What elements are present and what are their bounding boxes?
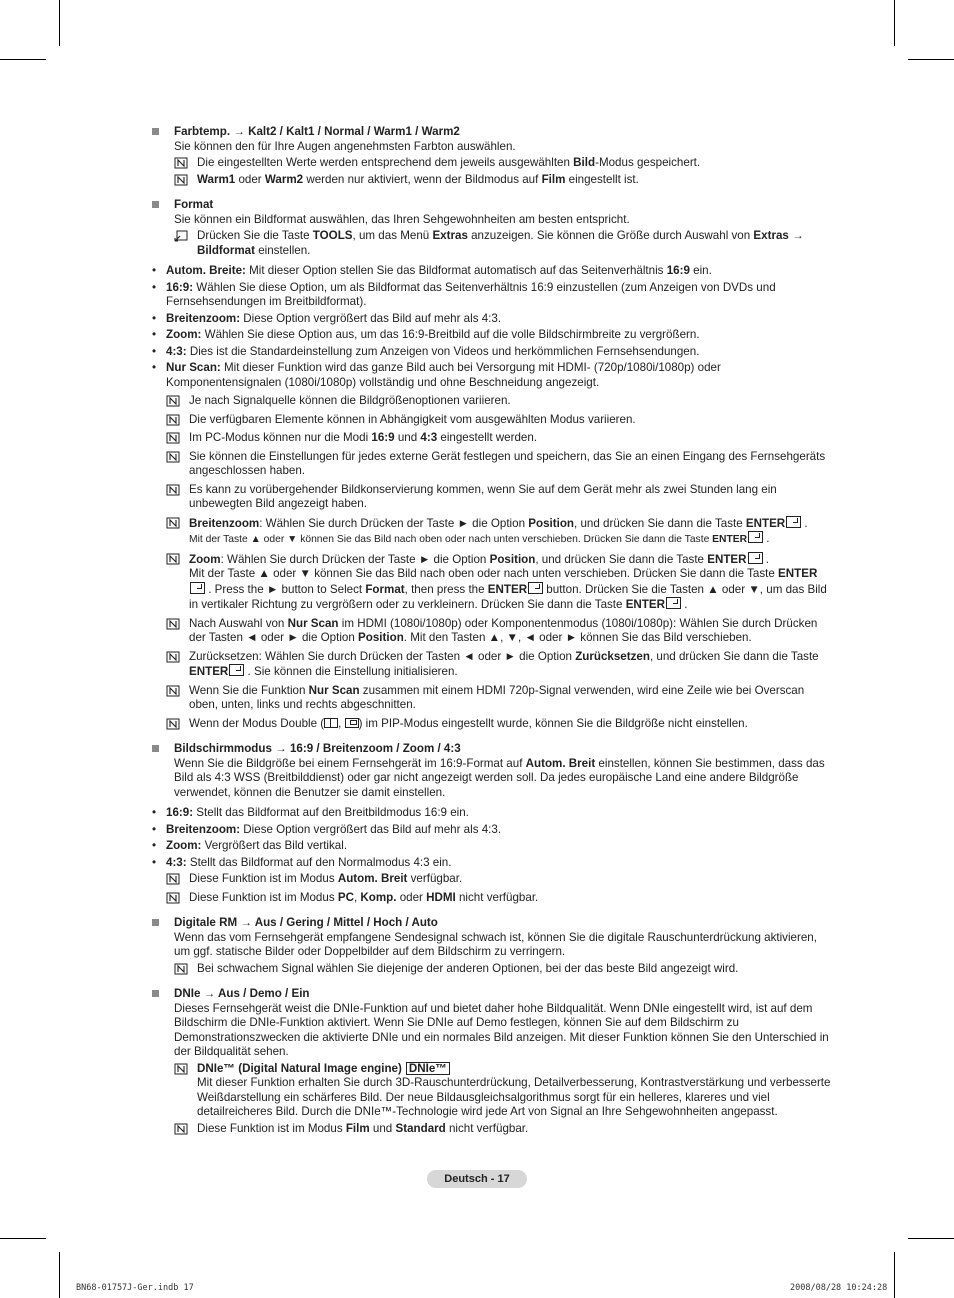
bildschirm-option-list (152, 806, 832, 905)
section-title: Format (174, 198, 214, 211)
note-text-bold: Film (345, 1121, 370, 1135)
note-text: Mit dieser Funktion erhalten Sie durch 3D-Rauschunterdrückung, Detailverbesserung, Kontrastverstärkung und verbesserte Weißdarstellung ein schärferes Bild. Der neue Bildausgleichsalgorithmus sorgt für ein helleres, klareres und viel detailreicheres Bild. Durch die DNIe™-Technologie wird jede Art von Signal an Ihre Sehgewohnheiten angepasst. (197, 1076, 831, 1118)
item-text: Stellt das Bildformat auf den Normalmodus 4:3 ein. (186, 855, 452, 869)
note-text-bold: Warm1 (197, 172, 236, 186)
item-label: Zoom: (166, 839, 202, 852)
note-text-bold: Autom. Breit (337, 872, 408, 885)
list-item: • Zoom: Wählen Sie diese Option aus, um das 16:9-Breitbild auf die volle Bildschirmbreite zu vergrößern. (152, 328, 700, 341)
note-text-bold: ENTER (625, 598, 665, 611)
note-text: : Wählen Sie durch Drücken der Taste ► die Option (220, 552, 490, 566)
note-text: Diese Funktion ist im Modus (197, 1121, 346, 1135)
crop-mark (0, 1238, 46, 1239)
note-text-bold: Komp. (360, 890, 397, 904)
note-icon (174, 174, 188, 186)
note-icon (166, 651, 180, 663)
imprint-file: BN68-01757J-Ger.indb 17 (76, 1283, 194, 1293)
note (166, 650, 832, 680)
item-label: Zoom: (166, 328, 202, 341)
note-text-bold: ENTER (707, 552, 747, 566)
list-item: • Autom. Breite: Mit dieser Option stellen Sie das Bildformat automatisch auf das Seitenverhältnis 16:9 ein. (152, 264, 712, 277)
crop-mark (908, 59, 954, 60)
note (166, 483, 832, 512)
note-text-bold: Format (365, 582, 405, 596)
imprint-date: 2008/08/28 10:24:28 (790, 1283, 888, 1293)
note-text-bold: Nur Scan (287, 616, 339, 630)
note-text: im HDMI (1080i/1080p) oder Komponentenmodus (1080i/1080p): Wählen Sie durch Drücken der Tasten ◄ oder ► die Option (189, 616, 818, 644)
note-text-bold: Breitenzoom (189, 516, 260, 530)
desc-text: Wenn Sie die Bildgröße bei einem Fernsehgerät im 16:9-Format auf (174, 756, 526, 770)
note-icon (166, 395, 180, 407)
note-icon (174, 1063, 188, 1075)
note-icon (166, 414, 180, 426)
note-text: , um das Menü (352, 229, 433, 242)
note (166, 413, 832, 428)
enter-icon (786, 516, 801, 528)
note-text: . (681, 598, 688, 611)
note-text: Wenn Sie die Funktion (189, 683, 309, 697)
note-text: Sie können die Einstellungen für jedes externe Gerät festlegen und speichern, das Sie an einen Eingang des Fernsehgeräts angeschlossen haben. (189, 449, 826, 477)
note-text: , (338, 716, 345, 730)
section-description: Dieses Fernsehgerät weist die DNIe-Funktion auf und bietet daher hohe Bildqualität. Wenn DNIe eingestellt wird, ist auf dem Bildschirm die DNIe-Funktion aktiviert. Wenn Sie DNIe auf Demo festlegen, können Sie auf dem Bildschirm zu Demonstrationszwecken die aktivierte DNIe und ein normales Bild anzeigen. Mit dieser Funktion können Sie den Unterschied in der Bildqualität sehen. (174, 1001, 829, 1058)
note-text-bold: Position (489, 552, 536, 566)
note-text-bold: TOOLS (312, 229, 353, 242)
note-text-bold: Position (358, 631, 404, 644)
note-text: Die verfügbaren Elemente können in Abhängigkeit vom ausgewählten Modus variieren. (189, 412, 636, 426)
section-description: Sie können ein Bildformat auswählen, das Ihren Sehgewohnheiten am besten entspricht. (174, 212, 630, 226)
note-text: verfügbar. (407, 872, 463, 885)
note-text: Zurücksetzen: Wählen Sie durch Drücken der Tasten ◄ oder ► die Option (189, 649, 576, 663)
enter-icon (748, 531, 763, 543)
item-label: 4:3: (166, 344, 187, 358)
section-dnie (152, 987, 832, 1136)
note-text-bold: ENTER (189, 665, 229, 678)
note-text-bold: HDMI (426, 890, 456, 904)
tools-icon (174, 230, 188, 242)
note-text-bold: Film (541, 172, 566, 186)
item-label: 4:3: (166, 855, 187, 869)
note-text-bold: 4:3 (420, 431, 438, 444)
crop-mark (0, 59, 46, 60)
note (166, 684, 832, 713)
item-text: Stellt das Bildformat auf den Breitbildmodus 16:9 ein. (193, 806, 469, 819)
note-text: Diese Funktion ist im Modus (189, 872, 338, 885)
dnie-logo: DNIe™ (406, 1062, 450, 1075)
note-icon (166, 685, 180, 697)
section-digitale-rm (152, 916, 832, 976)
note-text-bold: Zoom (189, 552, 221, 566)
desc-text-bold: Autom. Breit (525, 756, 596, 770)
pip-mode-icon (345, 718, 359, 728)
note (166, 394, 832, 409)
note-text: eingestellt werden. (437, 431, 538, 444)
item-label: 16:9: (166, 806, 194, 819)
item-text: Mit dieser Option stellen Sie das Bildformat automatisch auf das Seitenverhältnis (245, 264, 667, 277)
crop-mark (894, 0, 895, 46)
section-title: Farbtemp. → Kalt2 / Kalt1 / Normal / Warm1 / Warm2 (174, 125, 460, 138)
note-text: nicht verfügbar. (445, 1121, 529, 1135)
section-description: Sie können den für Ihre Augen angenehmsten Farbton auswählen. (174, 139, 516, 153)
note-text: und (369, 1121, 396, 1135)
note-text-bold: PC (337, 890, 354, 904)
note-text: und (394, 431, 421, 444)
note-text: Es kann zu vorübergehender Bildkonservierung kommen, wenn Sie auf dem Gerät mehr als zwei Stunden lang ein unbewegten Bild angezeigt haben. (189, 482, 777, 510)
item-text: Diese Option vergrößert das Bild auf mehr als 4:3. (240, 311, 502, 325)
tools-note (174, 229, 832, 258)
note-icon (166, 451, 180, 463)
note (174, 1062, 832, 1120)
section-title: Bildschirmmodus → 16:9 / Breitenzoom / Zoom / 4:3 (174, 742, 461, 755)
note-text: ) im PIP-Modus eingestellt wurde, können Sie die Bildgröße nicht einstellen. (358, 716, 748, 730)
note-text: oder (235, 172, 265, 186)
note-text: Diese Funktion ist im Modus (189, 890, 338, 904)
note (174, 156, 832, 171)
section-title: DNIe → Aus / Demo / Ein (174, 987, 310, 1000)
note-text-bold: Extras (432, 229, 468, 242)
manual-content (152, 125, 832, 1136)
list-item: • 4:3: Stellt das Bildformat auf den Normalmodus 4:3 ein. (152, 855, 452, 869)
format-notes (152, 394, 832, 731)
note-text: , und drücken Sie dann die Taste (649, 649, 819, 663)
note-text-bold: Standard (395, 1121, 446, 1135)
note-text: , und drücken Sie dann die Taste (574, 516, 746, 530)
note-text: Mit der Taste ▲ oder ▼ können Sie das Bild nach oben oder nach unten verschieben. Drücken Sie dann die Taste (189, 567, 779, 580)
note-icon (166, 432, 180, 444)
desc-text: einstellen, können Sie bestimmen, dass das Bild als 4:3 WSS (Breitbilddienst) oder gar nicht angezeigt werden soll. Da jedes europäische Land eine andere Bildgröße verwendet, können die Benutzer sie damit einstellen. (174, 756, 825, 799)
note-text-bold: ENTER (778, 567, 818, 580)
note-text-bold: Warm2 (264, 172, 304, 186)
note-text: , then press the (404, 582, 488, 596)
note (174, 962, 832, 977)
note-icon (166, 517, 180, 529)
list-item: • 4:3: Dies ist die Standardeinstellung zum Anzeigen von Videos und herkömmlichen Fernsehsendungen. (152, 344, 700, 358)
item-text: Dies ist die Standardeinstellung zum Anzeigen von Videos und herkömmlichen Fernsehsendungen. (186, 344, 700, 358)
section-bildschirmmodus (152, 742, 832, 800)
section-bullet (152, 990, 159, 997)
note-text-bold: DNIe™ (Digital Natural Image engine) (197, 1061, 402, 1075)
crop-mark (894, 1252, 895, 1298)
note-text-bold: ENTER (745, 516, 786, 530)
note-text: Je nach Signalquelle können die Bildgrößenoptionen variieren. (189, 394, 511, 407)
enter-icon (748, 552, 763, 564)
note-text: . (763, 532, 770, 545)
section-farbtemp (152, 125, 832, 187)
list-item: • 16:9: Wählen Sie diese Option, um als Bildformat das Seitenverhältnis 16:9 einzustellen (zum Anzeigen von DVDs und Fernsehsendungen im Breitbildformat). (152, 280, 776, 308)
enter-icon (666, 597, 681, 609)
bildschirm-notes (152, 872, 832, 905)
note-text: , und drücken Sie dann die Taste (535, 552, 708, 566)
note (166, 872, 832, 887)
note-icon (174, 963, 188, 975)
note-text-bold: Bildformat (197, 243, 255, 257)
note-icon (174, 157, 188, 169)
note-text: nicht verfügbar. (455, 890, 539, 904)
section-bullet (152, 128, 159, 135)
item-text: Mit dieser Funktion wird das ganze Bild auch bei Versorgung mit HDMI- (720p/1080i/1080p) oder Komponentensignalen (1080i/1080p) vollständig und ohne Beschneidung angezeigt. (166, 361, 721, 389)
page-number: Deutsch - 17 (427, 1170, 527, 1188)
note-text: . Sie können die Einstellung initialisieren. (244, 665, 458, 678)
item-text: Wählen Sie diese Option, um als Bildformat das Seitenverhältnis 16:9 einzustellen (zum Anzeigen von DVDs und Fernsehsendungen im Breitbildformat). (166, 280, 776, 308)
item-label: Breitenzoom: (166, 822, 241, 836)
note (174, 173, 832, 188)
item-label: 16:9 (666, 264, 690, 277)
note-text: Im PC-Modus können nur die Modi (189, 431, 372, 444)
note-icon (166, 618, 180, 630)
crop-mark (59, 1252, 60, 1298)
note-text: werden nur aktiviert, wenn der Bildmodus auf (303, 172, 542, 186)
note-icon (166, 873, 180, 885)
note (166, 431, 832, 446)
item-label: Breitenzoom: (166, 311, 241, 325)
note-text: . Press the ► button to Select (205, 582, 366, 596)
note (166, 891, 832, 906)
note-text-bold: Extras (753, 229, 789, 242)
note (166, 717, 832, 732)
note-text: Mit der Taste ▲ oder ▼ können Sie das Bild nach oben oder nach unten verschieben. Drücken Sie dann die Taste (189, 534, 713, 545)
note-icon (166, 553, 180, 565)
note-text-bold: ENTER (487, 582, 528, 596)
item-text: ein. (689, 264, 712, 277)
section-title: Digitale RM → Aus / Gering / Mittel / Hoch / Auto (174, 916, 438, 929)
section-description (174, 757, 832, 801)
note-text: eingestellt ist. (565, 172, 639, 186)
note-text: Wenn der Modus Double ( (189, 716, 325, 730)
note-text-bold: ENTER (712, 534, 748, 545)
note-text: , (353, 890, 361, 904)
note-icon (166, 484, 180, 496)
enter-icon (229, 664, 244, 676)
section-bullet (152, 745, 159, 752)
note-text: Drücken Sie die Taste (197, 229, 313, 242)
note-text-bold: 16:9 (371, 431, 395, 444)
note-text-bold: Bild (573, 156, 596, 169)
list-item: • Breitenzoom: Diese Option vergrößert das Bild auf mehr als 4:3. (152, 311, 502, 325)
format-option-list (152, 264, 832, 731)
note-text: : Wählen Sie durch Drücken der Taste ► die Option (259, 516, 529, 530)
note-text: anzuzeigen. Sie können die Größe durch Auswahl von (467, 229, 754, 242)
note-icon (166, 892, 180, 904)
note-text: . Mit den Tasten ▲, ▼, ◄ oder ► können Sie das Bild verschieben. (403, 631, 752, 644)
note-text: . (801, 516, 808, 530)
note-text: oder (396, 890, 427, 904)
note (174, 1122, 832, 1137)
note (166, 450, 832, 479)
item-label: 16:9: (166, 280, 194, 294)
item-text: Wählen Sie diese Option aus, um das 16:9-Breitbild auf die volle Bildschirmbreite zu vergrößern. (201, 328, 700, 341)
note-text: Bei schwachem Signal wählen Sie diejenige der anderen Optionen, bei der das beste Bild angezeigt wird. (197, 961, 739, 975)
note-icon (166, 718, 180, 730)
item-text: Diese Option vergrößert das Bild auf mehr als 4:3. (240, 822, 502, 836)
enter-icon (190, 582, 205, 594)
note (166, 552, 832, 613)
section-description: Wenn das vom Fernsehgerät empfangene Sendesignal schwach ist, können Sie die digitale Rauschunterdrückung aktivieren, um ggf. statische Bilder oder Doppelbilder auf dem Bildschirm zu verringern. (174, 930, 817, 958)
double-mode-icon (324, 718, 338, 728)
note-text: . (762, 552, 769, 566)
section-bullet (152, 919, 159, 926)
note (166, 516, 832, 548)
crop-mark (59, 0, 60, 46)
note-text: Die eingestellten Werte werden entsprechend dem jeweils ausgewählten (197, 156, 574, 169)
note-text-bold: Zurücksetzen (575, 649, 650, 663)
note-text: einstellen. (254, 243, 311, 257)
note-icon (174, 1123, 188, 1135)
note-text: Nach Auswahl von (189, 616, 288, 630)
item-label: Nur Scan: (166, 361, 221, 374)
list-item: • Breitenzoom: Diese Option vergrößert das Bild auf mehr als 4:3. (152, 822, 502, 836)
note-text: zusammen mit einem HDMI 720p-Signal verwenden, wird eine Zeile wie bei Overscan oben, unten, links und rechts abgeschnitten. (189, 683, 805, 711)
enter-icon (528, 582, 543, 594)
item-text: Vergrößert das Bild vertikal. (201, 839, 348, 852)
note-text-bold: Nur Scan (308, 683, 360, 697)
crop-mark (908, 1238, 954, 1239)
note-text: -Modus gespeichert. (595, 156, 701, 169)
note-text: → (788, 229, 804, 242)
note (166, 617, 832, 646)
note-text: button. Drücken Sie die Tasten ▲ oder ▼, um das Bild in vertikaler Richtung zu vergrößern oder zu verkleinern. Drücken Sie dann die Taste (189, 582, 827, 611)
note-text-bold: Position (528, 516, 574, 530)
section-bullet (152, 201, 159, 208)
list-item: • Nur Scan: Mit dieser Funktion wird das ganze Bild auch bei Versorgung mit HDMI- (720p/1080i/1080p) oder Komponentensignalen (1080i/1080p) vollständig und ohne Beschneidung angezeigt. (152, 361, 721, 389)
list-item: • Zoom: Vergrößert das Bild vertikal. (152, 839, 348, 852)
item-label: Autom. Breite: (166, 264, 246, 277)
section-format (152, 198, 832, 258)
list-item: • 16:9: Stellt das Bildformat auf den Breitbildmodus 16:9 ein. (152, 806, 469, 819)
